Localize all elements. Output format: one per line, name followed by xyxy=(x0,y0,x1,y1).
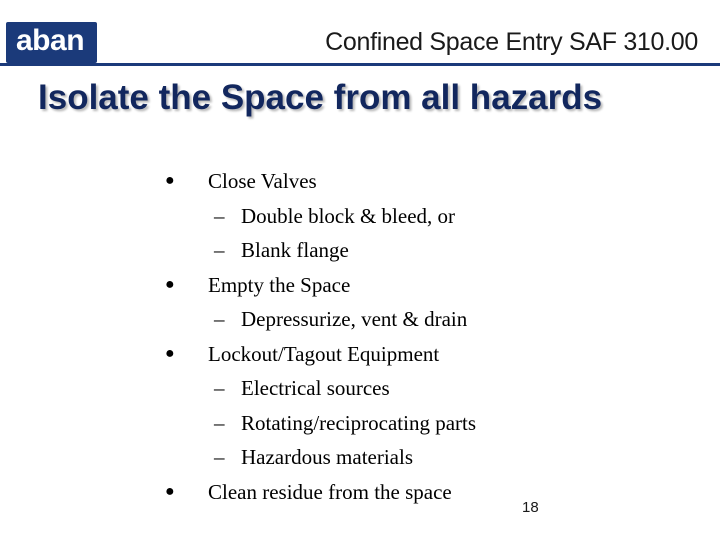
aban-logo xyxy=(6,22,97,63)
slide-header xyxy=(0,0,720,70)
sub-item xyxy=(160,440,540,475)
dash-icon: – xyxy=(214,307,225,331)
dash-icon: – xyxy=(214,376,225,400)
sub-item-label: Double block & bleed, or xyxy=(241,203,456,228)
sub-item xyxy=(160,233,540,268)
sub-item xyxy=(160,371,540,406)
sub-item-label: Hazardous materials xyxy=(241,445,414,469)
banner-title: Confined Space Entry SAF 310.00 xyxy=(325,28,698,56)
sub-item xyxy=(160,199,540,234)
sub-item-label: Rotating/reciprocating parts xyxy=(241,410,477,435)
bullet-item-close-valves xyxy=(160,164,540,199)
bullet-icon: ● xyxy=(165,482,175,500)
bullet-item-lockout-tagout xyxy=(160,337,540,372)
bullet-icon: ● xyxy=(165,172,175,189)
sub-item-label: Electrical sources xyxy=(241,376,390,400)
bullet-item-empty-space xyxy=(160,268,540,303)
page-number: 18 xyxy=(522,499,539,516)
dash-icon: – xyxy=(214,410,225,435)
sub-item xyxy=(160,302,540,337)
bullet-list xyxy=(160,164,540,509)
logo-text: aban xyxy=(16,24,85,57)
sub-item-label: Blank flange xyxy=(241,238,349,262)
bullet-label: Clean residue from the space xyxy=(208,479,452,504)
sub-item xyxy=(160,406,540,441)
bullet-label: Lockout/Tagout Equipment xyxy=(208,341,440,366)
bullet-label: Close Valves xyxy=(208,169,317,193)
dash-icon: – xyxy=(214,203,225,228)
bullet-label: Empty the Space xyxy=(208,272,351,297)
dash-icon: – xyxy=(214,445,225,469)
dash-icon: – xyxy=(214,238,225,262)
header-divider xyxy=(0,63,720,66)
bullet-icon: ● xyxy=(165,344,175,362)
bullet-item-clean-residue xyxy=(160,475,540,510)
bullet-icon: ● xyxy=(165,275,175,293)
sub-item-label: Depressurize, vent & drain xyxy=(241,307,468,331)
slide-title: Isolate the Space from all hazards xyxy=(38,78,603,117)
